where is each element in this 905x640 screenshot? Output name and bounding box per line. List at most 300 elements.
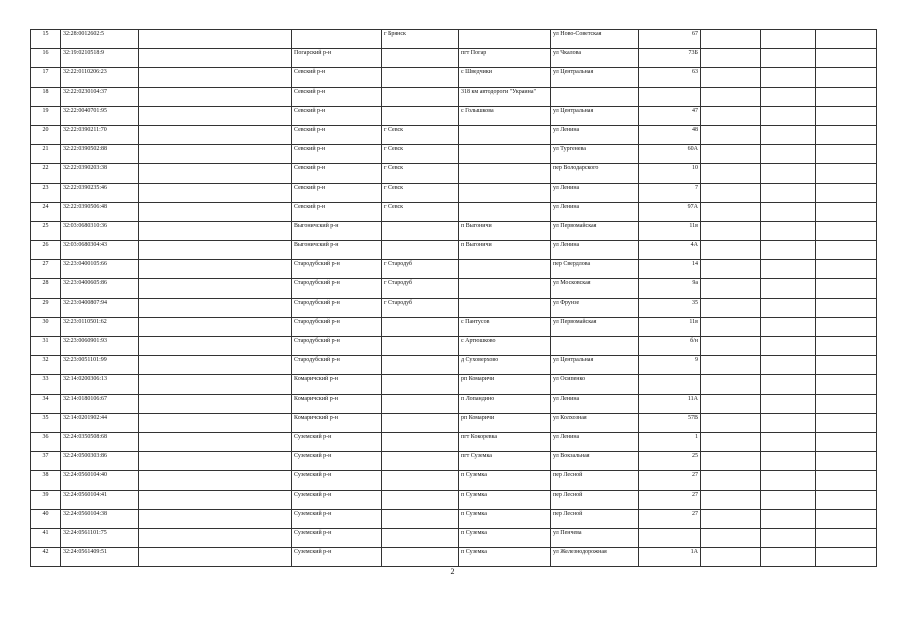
- city-cell: г Стародуб: [382, 298, 459, 317]
- settlement-cell: п Выгоничи: [459, 221, 551, 240]
- blank-cell: [816, 528, 877, 547]
- district-cell: Суземский р-н: [292, 432, 382, 451]
- blank-cell: [816, 452, 877, 471]
- blank-cell: [816, 490, 877, 509]
- settlement-cell: п Выгоничи: [459, 241, 551, 260]
- blank-cell: [701, 68, 761, 87]
- settlement-cell: 318 км автодороги "Украина": [459, 87, 551, 106]
- table-row: [31, 317, 877, 336]
- blank-cell: [761, 49, 816, 68]
- house-number-cell: 73Б: [639, 49, 701, 68]
- blank-cell: [701, 337, 761, 356]
- city-cell: [382, 337, 459, 356]
- blank-cell: [761, 394, 816, 413]
- blank-cell: [139, 452, 292, 471]
- district-cell: Стародубский р-н: [292, 260, 382, 279]
- blank-cell: [761, 375, 816, 394]
- blank-cell: [701, 145, 761, 164]
- blank-cell: [139, 87, 292, 106]
- blank-cell: [816, 145, 877, 164]
- table-row: [31, 125, 877, 144]
- district-cell: Стародубский р-н: [292, 279, 382, 298]
- row-number-cell: 16: [31, 49, 61, 68]
- street-cell: ул Московская: [551, 279, 639, 298]
- blank-cell: [139, 106, 292, 125]
- cadastral-number-cell: 32:23:0400807:94: [61, 298, 139, 317]
- page-number: 2: [450, 567, 455, 576]
- street-cell: пер Лесной: [551, 509, 639, 528]
- district-cell: Погарский р-н: [292, 49, 382, 68]
- table-row: [31, 145, 877, 164]
- house-number-cell: 14: [639, 260, 701, 279]
- blank-cell: [761, 106, 816, 125]
- street-cell: [551, 87, 639, 106]
- house-number-cell: [639, 375, 701, 394]
- house-number-cell: 60А: [639, 145, 701, 164]
- table-row: [31, 490, 877, 509]
- house-number-cell: 48: [639, 125, 701, 144]
- street-cell: пер Лесной: [551, 471, 639, 490]
- blank-cell: [701, 317, 761, 336]
- blank-cell: [139, 241, 292, 260]
- blank-cell: [139, 471, 292, 490]
- blank-cell: [139, 260, 292, 279]
- table-row: [31, 183, 877, 202]
- cadastral-number-cell: 32:03:0680304:43: [61, 241, 139, 260]
- street-cell: ул Ленина: [551, 125, 639, 144]
- house-number-cell: 97А: [639, 202, 701, 221]
- district-cell: Суземский р-н: [292, 471, 382, 490]
- cadastral-number-cell: 32:14:0201902:44: [61, 413, 139, 432]
- settlement-cell: п Суземка: [459, 528, 551, 547]
- settlement-cell: [459, 202, 551, 221]
- cadastral-number-cell: 32:24:0350508:68: [61, 432, 139, 451]
- street-cell: ул Центральная: [551, 106, 639, 125]
- table-row: [31, 106, 877, 125]
- house-number-cell: 27: [639, 471, 701, 490]
- street-cell: ул Чкалова: [551, 49, 639, 68]
- table-row: [31, 164, 877, 183]
- blank-cell: [701, 164, 761, 183]
- row-number-cell: 37: [31, 452, 61, 471]
- table-row: [31, 260, 877, 279]
- row-number-cell: 33: [31, 375, 61, 394]
- house-number-cell: [639, 87, 701, 106]
- table-row: [31, 452, 877, 471]
- cadastral-number-cell: 32:19:0210518:9: [61, 49, 139, 68]
- settlement-cell: рп Комаричи: [459, 375, 551, 394]
- settlement-cell: пгт Суземка: [459, 452, 551, 471]
- blank-cell: [761, 471, 816, 490]
- table-row: [31, 548, 877, 567]
- cadastral-number-cell: 32:23:0060901:93: [61, 337, 139, 356]
- blank-cell: [701, 183, 761, 202]
- blank-cell: [816, 356, 877, 375]
- blank-cell: [139, 68, 292, 87]
- table-row: [31, 49, 877, 68]
- district-cell: Севский р-н: [292, 106, 382, 125]
- street-cell: пер Володарского: [551, 164, 639, 183]
- settlement-cell: п Суземка: [459, 509, 551, 528]
- row-number-cell: 38: [31, 471, 61, 490]
- street-cell: ул Ленина: [551, 394, 639, 413]
- blank-cell: [139, 125, 292, 144]
- table-row: [31, 471, 877, 490]
- house-number-cell: б/н: [639, 337, 701, 356]
- blank-cell: [761, 183, 816, 202]
- blank-cell: [816, 279, 877, 298]
- settlement-cell: с Артюшково: [459, 337, 551, 356]
- street-cell: пер Лесной: [551, 490, 639, 509]
- table-row: [31, 279, 877, 298]
- blank-cell: [139, 356, 292, 375]
- table-row: [31, 221, 877, 240]
- blank-cell: [139, 202, 292, 221]
- house-number-cell: 11в: [639, 221, 701, 240]
- row-number-cell: 34: [31, 394, 61, 413]
- blank-cell: [761, 452, 816, 471]
- row-number-cell: 32: [31, 356, 61, 375]
- city-cell: г Севск: [382, 183, 459, 202]
- blank-cell: [816, 471, 877, 490]
- settlement-cell: [459, 279, 551, 298]
- row-number-cell: 19: [31, 106, 61, 125]
- blank-cell: [761, 125, 816, 144]
- city-cell: [382, 528, 459, 547]
- house-number-cell: 9: [639, 356, 701, 375]
- city-cell: [382, 221, 459, 240]
- house-number-cell: 10: [639, 164, 701, 183]
- table-row: [31, 432, 877, 451]
- blank-cell: [761, 221, 816, 240]
- blank-cell: [816, 260, 877, 279]
- blank-cell: [761, 241, 816, 260]
- blank-cell: [816, 183, 877, 202]
- blank-cell: [701, 375, 761, 394]
- blank-cell: [761, 68, 816, 87]
- street-cell: ул Ленина: [551, 202, 639, 221]
- blank-cell: [761, 413, 816, 432]
- blank-cell: [761, 548, 816, 567]
- cadastral-number-cell: 32:14:0200306:13: [61, 375, 139, 394]
- cadastral-number-cell: 32:24:0560104:38: [61, 509, 139, 528]
- settlement-cell: п Суземка: [459, 548, 551, 567]
- row-number-cell: 30: [31, 317, 61, 336]
- city-cell: [382, 68, 459, 87]
- house-number-cell: 27: [639, 490, 701, 509]
- blank-cell: [816, 337, 877, 356]
- city-cell: г Стародуб: [382, 279, 459, 298]
- street-cell: ул Осипенко: [551, 375, 639, 394]
- blank-cell: [761, 164, 816, 183]
- row-number-cell: 41: [31, 528, 61, 547]
- settlement-cell: с Пантусов: [459, 317, 551, 336]
- blank-cell: [701, 202, 761, 221]
- blank-cell: [701, 528, 761, 547]
- city-cell: [382, 49, 459, 68]
- blank-cell: [139, 548, 292, 567]
- settlement-cell: [459, 145, 551, 164]
- house-number-cell: 4А: [639, 241, 701, 260]
- blank-cell: [701, 413, 761, 432]
- row-number-cell: 15: [31, 30, 61, 49]
- blank-cell: [139, 221, 292, 240]
- house-number-cell: 63: [639, 68, 701, 87]
- row-number-cell: 29: [31, 298, 61, 317]
- blank-cell: [701, 125, 761, 144]
- blank-cell: [761, 260, 816, 279]
- blank-cell: [761, 279, 816, 298]
- table-row: [31, 413, 877, 432]
- blank-cell: [701, 509, 761, 528]
- table-row: [31, 202, 877, 221]
- street-cell: ул Ново-Советская: [551, 30, 639, 49]
- blank-cell: [701, 490, 761, 509]
- blank-cell: [816, 106, 877, 125]
- settlement-cell: пгт Кокоревка: [459, 432, 551, 451]
- blank-cell: [701, 356, 761, 375]
- district-cell: Суземский р-н: [292, 528, 382, 547]
- cadastral-number-cell: 32:28:0012602:5: [61, 30, 139, 49]
- district-cell: Суземский р-н: [292, 452, 382, 471]
- blank-cell: [139, 164, 292, 183]
- blank-cell: [816, 509, 877, 528]
- cadastral-number-cell: 32:24:0561409:51: [61, 548, 139, 567]
- blank-cell: [816, 164, 877, 183]
- district-cell: Стародубский р-н: [292, 337, 382, 356]
- house-number-cell: 47: [639, 106, 701, 125]
- city-cell: [382, 241, 459, 260]
- city-cell: [382, 106, 459, 125]
- district-cell: Комаричский р-н: [292, 413, 382, 432]
- table-row: [31, 241, 877, 260]
- cadastral-number-cell: 32:24:0500303:86: [61, 452, 139, 471]
- row-number-cell: 20: [31, 125, 61, 144]
- row-number-cell: 28: [31, 279, 61, 298]
- cadastral-number-cell: 32:22:0110206:23: [61, 68, 139, 87]
- blank-cell: [701, 30, 761, 49]
- cadastral-number-cell: 32:22:0390506:48: [61, 202, 139, 221]
- blank-cell: [701, 279, 761, 298]
- street-cell: ул Центральная: [551, 356, 639, 375]
- house-number-cell: [639, 528, 701, 547]
- street-cell: [551, 337, 639, 356]
- street-cell: ул Ленина: [551, 432, 639, 451]
- city-cell: г Севск: [382, 164, 459, 183]
- street-cell: ул Первомайская: [551, 221, 639, 240]
- district-cell: Севский р-н: [292, 68, 382, 87]
- blank-cell: [761, 87, 816, 106]
- blank-cell: [139, 337, 292, 356]
- blank-cell: [701, 87, 761, 106]
- blank-cell: [761, 432, 816, 451]
- city-cell: г Севск: [382, 202, 459, 221]
- blank-cell: [139, 490, 292, 509]
- row-number-cell: 35: [31, 413, 61, 432]
- cadastral-number-cell: 32:22:0390235:46: [61, 183, 139, 202]
- blank-cell: [139, 279, 292, 298]
- blank-cell: [701, 260, 761, 279]
- blank-cell: [761, 490, 816, 509]
- district-cell: Стародубский р-н: [292, 356, 382, 375]
- settlement-cell: рп Комаричи: [459, 413, 551, 432]
- registry-table-body: [31, 30, 877, 567]
- blank-cell: [761, 509, 816, 528]
- settlement-cell: [459, 30, 551, 49]
- settlement-cell: с Голышкова: [459, 106, 551, 125]
- house-number-cell: 67: [639, 30, 701, 49]
- blank-cell: [701, 221, 761, 240]
- cadastral-number-cell: 32:24:0560104:40: [61, 471, 139, 490]
- row-number-cell: 42: [31, 548, 61, 567]
- table-row: [31, 375, 877, 394]
- blank-cell: [816, 394, 877, 413]
- settlement-cell: [459, 298, 551, 317]
- row-number-cell: 24: [31, 202, 61, 221]
- house-number-cell: 1: [639, 432, 701, 451]
- blank-cell: [139, 298, 292, 317]
- district-cell: Комаричский р-н: [292, 394, 382, 413]
- blank-cell: [701, 432, 761, 451]
- blank-cell: [139, 375, 292, 394]
- blank-cell: [816, 30, 877, 49]
- blank-cell: [139, 413, 292, 432]
- street-cell: ул Ленина: [551, 241, 639, 260]
- city-cell: [382, 356, 459, 375]
- table-row: [31, 68, 877, 87]
- cadastral-number-cell: 32:22:0390502:88: [61, 145, 139, 164]
- street-cell: ул Тургенева: [551, 145, 639, 164]
- table-row: [31, 356, 877, 375]
- district-cell: Севский р-н: [292, 87, 382, 106]
- cadastral-number-cell: 32:22:0230104:37: [61, 87, 139, 106]
- district-cell: Севский р-н: [292, 183, 382, 202]
- row-number-cell: 23: [31, 183, 61, 202]
- blank-cell: [701, 241, 761, 260]
- district-cell: Суземский р-н: [292, 509, 382, 528]
- blank-cell: [816, 241, 877, 260]
- blank-cell: [761, 528, 816, 547]
- table-row: [31, 87, 877, 106]
- cadastral-number-cell: 32:23:0400105:66: [61, 260, 139, 279]
- row-number-cell: 22: [31, 164, 61, 183]
- table-row: [31, 30, 877, 49]
- settlement-cell: [459, 260, 551, 279]
- street-cell: ул Пенчева: [551, 528, 639, 547]
- blank-cell: [701, 298, 761, 317]
- blank-cell: [139, 49, 292, 68]
- district-cell: Севский р-н: [292, 125, 382, 144]
- house-number-cell: 1А: [639, 548, 701, 567]
- blank-cell: [139, 394, 292, 413]
- blank-cell: [816, 432, 877, 451]
- blank-cell: [761, 356, 816, 375]
- district-cell: Выгоничский р-н: [292, 241, 382, 260]
- row-number-cell: 18: [31, 87, 61, 106]
- street-cell: ул Колхозная: [551, 413, 639, 432]
- district-cell: Севский р-н: [292, 145, 382, 164]
- cadastral-number-cell: 32:23:0400605:86: [61, 279, 139, 298]
- blank-cell: [816, 375, 877, 394]
- table-row: [31, 528, 877, 547]
- row-number-cell: 17: [31, 68, 61, 87]
- city-cell: [382, 471, 459, 490]
- blank-cell: [701, 548, 761, 567]
- street-cell: ул Фрунзе: [551, 298, 639, 317]
- blank-cell: [816, 548, 877, 567]
- district-cell: [292, 30, 382, 49]
- settlement-cell: [459, 164, 551, 183]
- district-cell: Выгоничский р-н: [292, 221, 382, 240]
- district-cell: Суземский р-н: [292, 490, 382, 509]
- city-cell: [382, 548, 459, 567]
- city-cell: [382, 87, 459, 106]
- house-number-cell: 57В: [639, 413, 701, 432]
- blank-cell: [761, 298, 816, 317]
- table-row: [31, 298, 877, 317]
- settlement-cell: [459, 183, 551, 202]
- settlement-cell: д Суховерхово: [459, 356, 551, 375]
- blank-cell: [816, 87, 877, 106]
- blank-cell: [761, 202, 816, 221]
- city-cell: [382, 375, 459, 394]
- row-number-cell: 25: [31, 221, 61, 240]
- table-row: [31, 337, 877, 356]
- street-cell: ул Железнодорожная: [551, 548, 639, 567]
- district-cell: Комаричский р-н: [292, 375, 382, 394]
- district-cell: Севский р-н: [292, 202, 382, 221]
- cadastral-number-cell: 32:23:0051101:99: [61, 356, 139, 375]
- table-row: [31, 394, 877, 413]
- house-number-cell: 9а: [639, 279, 701, 298]
- city-cell: [382, 452, 459, 471]
- blank-cell: [816, 202, 877, 221]
- row-number-cell: 40: [31, 509, 61, 528]
- blank-cell: [816, 49, 877, 68]
- row-number-cell: 26: [31, 241, 61, 260]
- blank-cell: [139, 528, 292, 547]
- blank-cell: [139, 432, 292, 451]
- blank-cell: [701, 49, 761, 68]
- street-cell: ул Первомайская: [551, 317, 639, 336]
- blank-cell: [761, 317, 816, 336]
- city-cell: г Стародуб: [382, 260, 459, 279]
- street-cell: ул Вокзальная: [551, 452, 639, 471]
- registry-table: [30, 29, 877, 567]
- blank-cell: [701, 106, 761, 125]
- settlement-cell: п Лопандино: [459, 394, 551, 413]
- row-number-cell: 31: [31, 337, 61, 356]
- cadastral-number-cell: 32:22:0040701:95: [61, 106, 139, 125]
- blank-cell: [701, 394, 761, 413]
- city-cell: [382, 317, 459, 336]
- house-number-cell: 11А: [639, 394, 701, 413]
- city-cell: [382, 490, 459, 509]
- house-number-cell: 27: [639, 509, 701, 528]
- house-number-cell: 11в: [639, 317, 701, 336]
- blank-cell: [761, 337, 816, 356]
- cadastral-number-cell: 32:24:0561101:75: [61, 528, 139, 547]
- blank-cell: [816, 413, 877, 432]
- settlement-cell: [459, 125, 551, 144]
- cadastral-number-cell: 32:03:0680310:36: [61, 221, 139, 240]
- city-cell: г Севск: [382, 125, 459, 144]
- settlement-cell: п Суземка: [459, 471, 551, 490]
- blank-cell: [701, 471, 761, 490]
- blank-cell: [816, 125, 877, 144]
- city-cell: г Брянск: [382, 30, 459, 49]
- house-number-cell: 35: [639, 298, 701, 317]
